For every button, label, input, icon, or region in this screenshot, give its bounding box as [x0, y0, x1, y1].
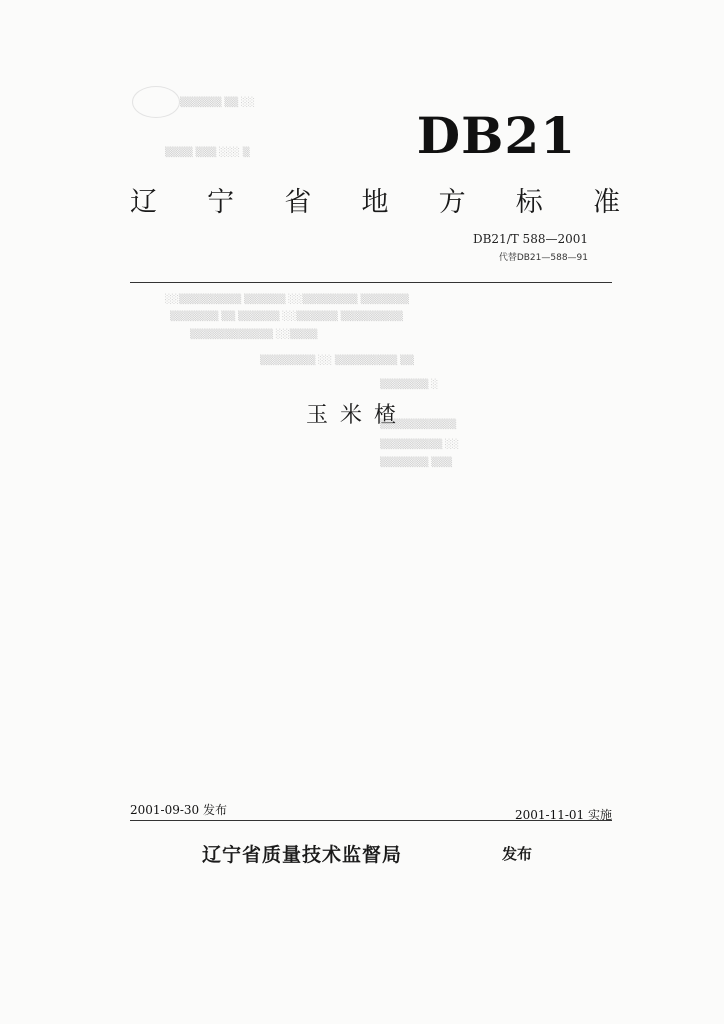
implementation-date: 2001-11-01 实施: [514, 808, 612, 822]
title-char: 辽: [130, 187, 157, 218]
footer-divider: [130, 820, 612, 821]
replaces-standard: 代替DB21—588—91: [498, 253, 588, 263]
bleed-through-noise: ░░▒▒▒▒▒▒▒▒▒ ▒▒▒▒▒▒ ░░▒▒▒▒▒▒▒▒ ▒▒▒▒▒▒▒: [165, 295, 409, 305]
standard-number: DB21/T 588—2001: [472, 232, 588, 246]
publish-label: 发布: [502, 845, 533, 863]
header-divider: [130, 282, 612, 283]
title-char: 标: [515, 187, 543, 218]
title-char: 宁: [207, 187, 235, 218]
title-char: 地: [361, 187, 389, 218]
bleed-through-noise: ▒▒▒▒ ▒▒▒ ░░░ ▒: [165, 148, 250, 158]
standard-category-title: [130, 180, 620, 219]
bleed-through-noise: ▒▒▒▒▒▒▒▒ ░░ ▒▒▒▒▒▒▒▒▒ ▒▒: [260, 356, 414, 366]
title-char: 方: [438, 187, 466, 218]
bleed-through-seal-mark: [132, 86, 180, 118]
title-char: 准: [592, 187, 620, 218]
standard-code: DB21: [416, 106, 576, 165]
bleed-through-noise: ▒▒▒▒▒▒▒ ▒▒ ▒▒▒▒▒▒ ░░▒▒▒▒▒▒ ▒▒▒▒▒▒▒▒▒: [170, 312, 403, 322]
document-title: 玉米楂: [306, 403, 409, 428]
bleed-through-noise: ▒▒▒▒▒▒▒▒▒▒▒: [380, 420, 457, 430]
publishing-authority: 辽宁省质量技术监督局: [202, 844, 403, 866]
title-char: 省: [284, 187, 312, 218]
bleed-through-noise: ▒▒▒▒▒▒▒▒▒ ░░: [380, 440, 459, 450]
bleed-through-noise: ▒▒▒▒▒▒▒ ░: [380, 380, 439, 390]
bleed-through-noise: ▒▒▒▒▒▒▒▒▒▒▒▒ ░░▒▒▒▒: [190, 330, 318, 340]
bleed-through-noise: ▒▒▒▒▒▒ ▒▒ ░░: [180, 98, 255, 108]
issue-date: 2001-09-30 发布: [130, 803, 228, 817]
bleed-through-noise: ▒▒▒▒▒▒▒ ▒▒▒: [380, 458, 453, 468]
